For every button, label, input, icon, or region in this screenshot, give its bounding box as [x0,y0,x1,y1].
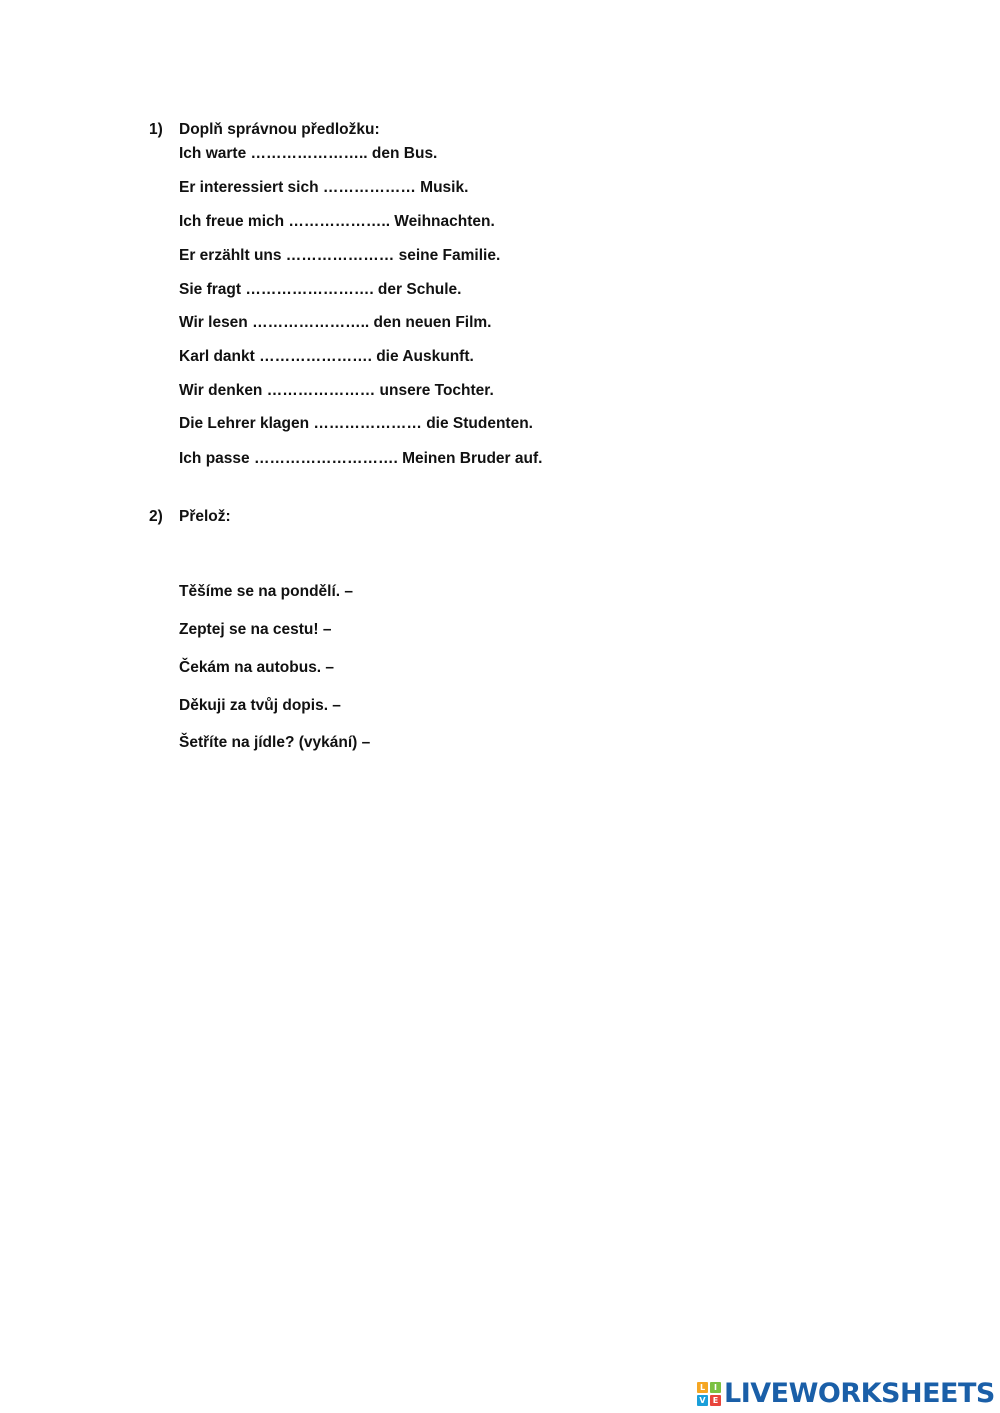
exercise-1-sentence: Die Lehrer klagen ………………… die Studenten. [179,415,533,432]
exercise-1-sentence: Sie fragt ……………………. der Schule. [179,281,462,298]
exercise-1-sentence: Er interessiert sich ……………… Musik. [179,179,469,196]
exercise-2-sentence: Čekám na autobus. – [179,659,335,676]
exercise-1-sentence: Ich passe ………………………. Meinen Bruder auf. [179,450,543,467]
exercise-2-sentence: Děkuji za tvůj dopis. – [179,697,341,714]
exercise-1-sentence: Ich freue mich ……………….. Weihnachten. [179,213,495,230]
exercise-1-sentence: Wir lesen ………………….. den neuen Film. [179,314,492,331]
exercise-2-sentence: Těšíme se na pondělí. – [179,583,354,600]
liveworksheets-logo [697,1378,995,1410]
logo-tile-e: E [710,1395,721,1406]
exercise-1-sentence: Wir denken ………………… unsere Tochter. [179,382,494,399]
exercise-2-number: 2) [149,508,163,525]
exercise-2-sentence: Šetříte na jídle? (vykání) – [179,734,371,751]
logo-tiles-icon [697,1382,721,1406]
exercise-1-number: 1) [149,121,163,138]
exercise-1-sentence: Ich warte ………………….. den Bus. [179,145,438,162]
logo-tile-l: L [697,1382,708,1393]
exercise-1-instruction: Doplň správnou předložku: [179,121,380,138]
exercise-2-instruction: Přelož: [179,508,231,525]
logo-tile-i: I [710,1382,721,1393]
exercise-1-sentence: Karl dankt …………………. die Auskunft. [179,348,474,365]
exercise-2-sentence: Zeptej se na cestu! – [179,621,332,638]
exercise-1-sentence: Er erzählt uns ………………… seine Familie. [179,247,501,264]
logo-wordmark: LIVEWORKSHEETS [724,1378,995,1409]
logo-tile-v: V [697,1395,708,1406]
